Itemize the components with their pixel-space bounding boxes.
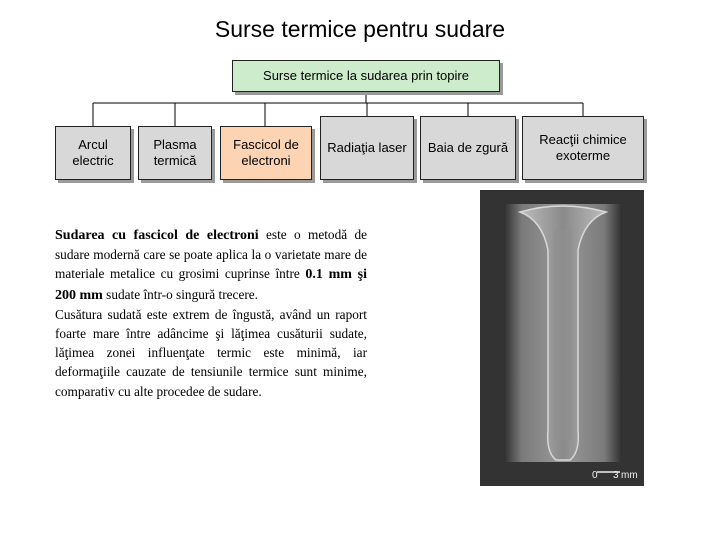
scale-label-zero: 0 [592,470,598,481]
node-label: Plasma termică [153,137,197,168]
root-node-label: Surse termice la sudarea prin topire [263,68,469,83]
node-label: Baia de zgură [427,140,509,155]
weld-micrograph [480,190,644,486]
node-radiatia-laser [320,116,414,180]
node-plasma-termica [138,126,212,180]
weld-core [554,230,572,440]
paragraph-text-b: sudate într-o singură trecere. [102,286,258,302]
node-reactii-chimice [522,116,644,180]
scale-label-unit: mm [621,470,638,481]
description-paragraph [55,225,367,401]
page-title: Surse termice pentru sudare [214,16,506,42]
paragraph-text-a: este o metodă de sudare modernă care se poate aplica la o varietate mare de materiale metalice cu grosimi cuprinse între [55,227,367,282]
node-label: Radiaţia laser [327,140,407,155]
node-baia-zgura [420,116,516,180]
node-label: Fascicol de electroni [233,137,299,168]
bold-lead: Sudarea cu fascicol de electroni [55,228,259,243]
scale-label-value: 3 [613,470,619,481]
weld-micrograph-image [480,190,644,486]
node-label: Reacţii chimice exoterme [539,132,627,163]
node-arcul-electric [55,126,131,180]
node-fascicol-electroni [220,126,312,180]
paragraph-2: Cusătura sudată este extrem de îngustă, având un raport foarte mare între adâncime şi lăţimea cusăturii sudate, lăţimea zonei influenţate termic este minimă, iar deformaţiile cauzate de tensiunile termice sunt minime, comparativ cu alte procedee de sudare. [55,306,367,399]
node-label: Arcul electric [72,137,114,168]
root-node [232,60,500,92]
bold-range: 0.1 mm şi 200 mm [55,267,367,303]
